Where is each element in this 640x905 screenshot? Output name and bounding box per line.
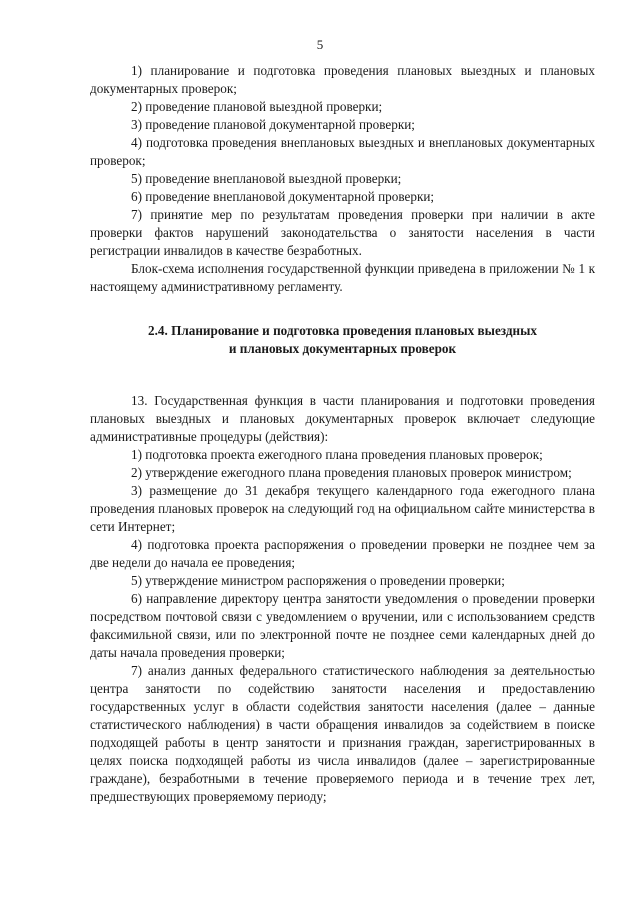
top-list-item: 2) проведение плановой выездной проверки;: [131, 99, 383, 114]
section-heading-line: и плановых документарных проверок: [228, 341, 457, 356]
procedure-item: 6) направление директору центра занятости уведомления о проведении проверки посредством почтовой связи с уведомлением о вручении, или с использованием средств факсимильной связи, или по электронной почте не позднее семи календарных дней до даты начала проведения проверки;: [90, 591, 595, 660]
block-scheme-paragraph: Блок-схема исполнения государственной функции приведена в приложении № 1 к настоящему административному регламенту.: [90, 261, 595, 294]
top-list-item: 1) планирование и подготовка проведения плановых выездных и плановых документарных проверок;: [90, 63, 595, 96]
top-list-item: 6) проведение внеплановой документарной проверки;: [131, 189, 435, 204]
procedure-item: 7) анализ данных федерального статистического наблюдения за деятельностью центра занятости по содействию занятости населения и предоставлению государственных услуг в области содействия занятости населения (далее – данные статистического наблюдения) в части обращения инвалидов за содействием в поиске подходящей работы в центр занятости и признания граждан, зарегистрированных в целях поиска подходящей работы из числа инвалидов (далее – зарегистрированные граждане), безработными в течение проверяемого периода и в течение трех лет, предшествующих проверяемому периоду;: [90, 663, 595, 804]
procedure-item: 2) утверждение ежегодного плана проведения плановых проверок министром;: [131, 465, 572, 480]
top-list-item: 4) подготовка проведения внеплановых выездных и внеплановых документарных проверок;: [90, 135, 595, 168]
procedure-item: 1) подготовка проекта ежегодного плана проведения плановых проверок;: [131, 447, 543, 462]
page-number: 5: [316, 37, 324, 52]
section-heading-line: 2.4. Планирование и подготовка проведения плановых выездных: [147, 323, 538, 338]
procedure-item: 3) размещение до 31 декабря текущего календарного года ежегодного плана проведения плановых проверок на следующий год на официальном сайте министерства в сети Интернет;: [90, 483, 595, 534]
top-list-item: 5) проведение внеплановой выездной проверки;: [131, 171, 402, 186]
section-heading: [90, 322, 595, 358]
top-list-item: 3) проведение плановой документарной проверки;: [131, 117, 415, 132]
procedure-item: 5) утверждение министром распоряжения о проведении проверки;: [131, 573, 505, 588]
procedure-item: 4) подготовка проекта распоряжения о проведении проверки не позднее чем за две недели до начала ее проведения;: [90, 537, 595, 570]
top-list-item: 7) принятие мер по результатам проведения проверки при наличии в акте проверки фактов нарушений законодательства о занятости населения в части регистрации инвалидов в качестве безработных.: [90, 207, 595, 258]
document-body: [90, 62, 595, 806]
intro-paragraph: 13. Государственная функция в части планирования и подготовки проведения плановых выездных и плановых документарных проверок включает следующие административные процедуры (действия):: [90, 393, 595, 444]
